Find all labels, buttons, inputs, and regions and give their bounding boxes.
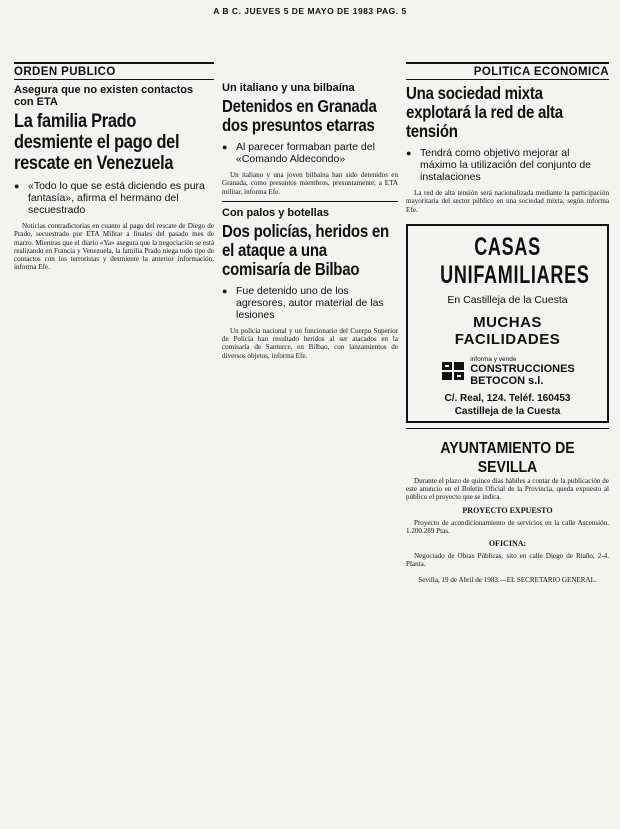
proyecto-text: Proyecto de acondicionamiento de servicios en la calle Ascensión. 1.200.289 Ptas. xyxy=(406,518,609,535)
ad-title-unifamiliares: UNIFAMILIARES xyxy=(440,260,590,289)
ad-town: Castilleja de la Cuesta xyxy=(454,405,561,417)
signature-date: Sevilla, 19 de Abril de 1983.—EL SECRETARIO GENERAL. xyxy=(418,575,597,584)
ad-brand-text xyxy=(470,356,575,387)
oficina-text: Negociado de Obras Públicas, sito en calle Diego de Riaño, 2-4. Planta. xyxy=(406,552,609,569)
betocon-logo-icon xyxy=(440,360,466,382)
column-politica-economica xyxy=(406,20,609,820)
ad-title-casas: CASAS xyxy=(474,232,541,261)
headline-bilbao: Dos policías, heridos en el ataque a una comisaría de Bilbao xyxy=(222,220,389,279)
lead-granada: ● Al parecer formaban parte del «Comando Aldecondo» xyxy=(222,141,398,165)
body-paragraph: Un italiano y una joven bilbaína han sido detenidos en Granada, como presuntos miembros, presuntamente, a ETA militar, informa Efe. xyxy=(222,171,398,196)
lead-prado: ● «Todo lo que se está diciendo es pura fantasía», afirma el hermano del secuestrado xyxy=(14,180,214,216)
headline-sociedad-mixta: Una sociedad mixta explotará la red de alta tensión xyxy=(406,83,563,141)
headline-granada: Detenidos en Granada dos presuntos etarras xyxy=(222,96,377,135)
column-orden-publico xyxy=(14,20,214,820)
ad-brand-name-2: BETOCON s.l. xyxy=(470,374,544,387)
section-tag-orden-publico: ORDEN PUBLICO xyxy=(14,62,214,80)
ad-promo-facilidades: FACILIDADES xyxy=(454,330,561,348)
divider xyxy=(406,428,609,429)
ayuntamiento-city: SEVILLA xyxy=(477,458,538,476)
kicker-bilbao: Con palos y botellas xyxy=(222,206,329,219)
body-paragraph: La red de alta tensión será nacionalizada mediante la participación mayoritaria del sector público en una sociedad mixta, según informa Efe. xyxy=(406,189,609,214)
advertisement-casas xyxy=(406,224,609,423)
ad-brand xyxy=(414,356,601,387)
kicker-granada: Un italiano y una bilbaína xyxy=(222,82,355,94)
body-paragraph: Noticias contradictorias en cuanto al pago del rescate de Diego de Prado, secuestrado por ETA Militar a finales del pasado mes de marzo. Mientras que el diario «Ya» asegura que la negociación se está realizando en Francia y Venezuela, la familia Prado niega todo tipo de contactos con los terroristas y desmiente la anterior información, informa Efe. xyxy=(14,222,214,272)
column-middle xyxy=(222,78,398,823)
headline-prado: La familia Prado desmiente el pago del rescate en Venezuela xyxy=(14,111,180,174)
ad-address: C/. Real, 124. Teléf. 160453 xyxy=(444,392,571,404)
ad-brand-tagline: informa y vende xyxy=(470,355,517,363)
body-paragraph: Un policía nacional y un funcionario del Cuerpo Superior de Policía han resultado heridos al ser atacados en la comisaría de Santurce, en Bilbao, con lanzamientos de diversos objetos, informa Efe. xyxy=(222,326,398,360)
ayuntamiento-notice: Durante el plazo de quince días hábiles a contar de la publicación de este anuncio en el Boletín Oficial de la Provincia, queda expuesto al público el proyecto que se indica. xyxy=(406,476,609,502)
ad-location: En Castilleja de la Cuesta xyxy=(447,293,568,306)
ad-promo-muchas: MUCHAS xyxy=(473,313,542,331)
ad-brand-name-1: CONSTRUCCIONES xyxy=(470,362,575,375)
kicker-prado: Asegura que no existen contactos con ETA xyxy=(14,84,194,108)
lead-bilbao: ● Fue detenido uno de los agresores, autor material de las lesiones xyxy=(222,285,398,321)
masthead: A B C. JUEVES 5 DE MAYO DE 1983 PAG. 5 xyxy=(213,6,407,16)
lead-sociedad-mixta: ● Tendrá como objetivo mejorar al máximo la utilización del conjunto de instalaciones xyxy=(406,147,609,183)
oficina-label: OFICINA: xyxy=(488,539,527,548)
section-tag-politica-economica: POLITICA ECONOMICA xyxy=(406,62,609,80)
ayuntamiento-title: AYUNTAMIENTO DE xyxy=(440,439,575,457)
divider xyxy=(222,201,398,202)
proyecto-label: PROYECTO EXPUESTO xyxy=(462,505,553,515)
